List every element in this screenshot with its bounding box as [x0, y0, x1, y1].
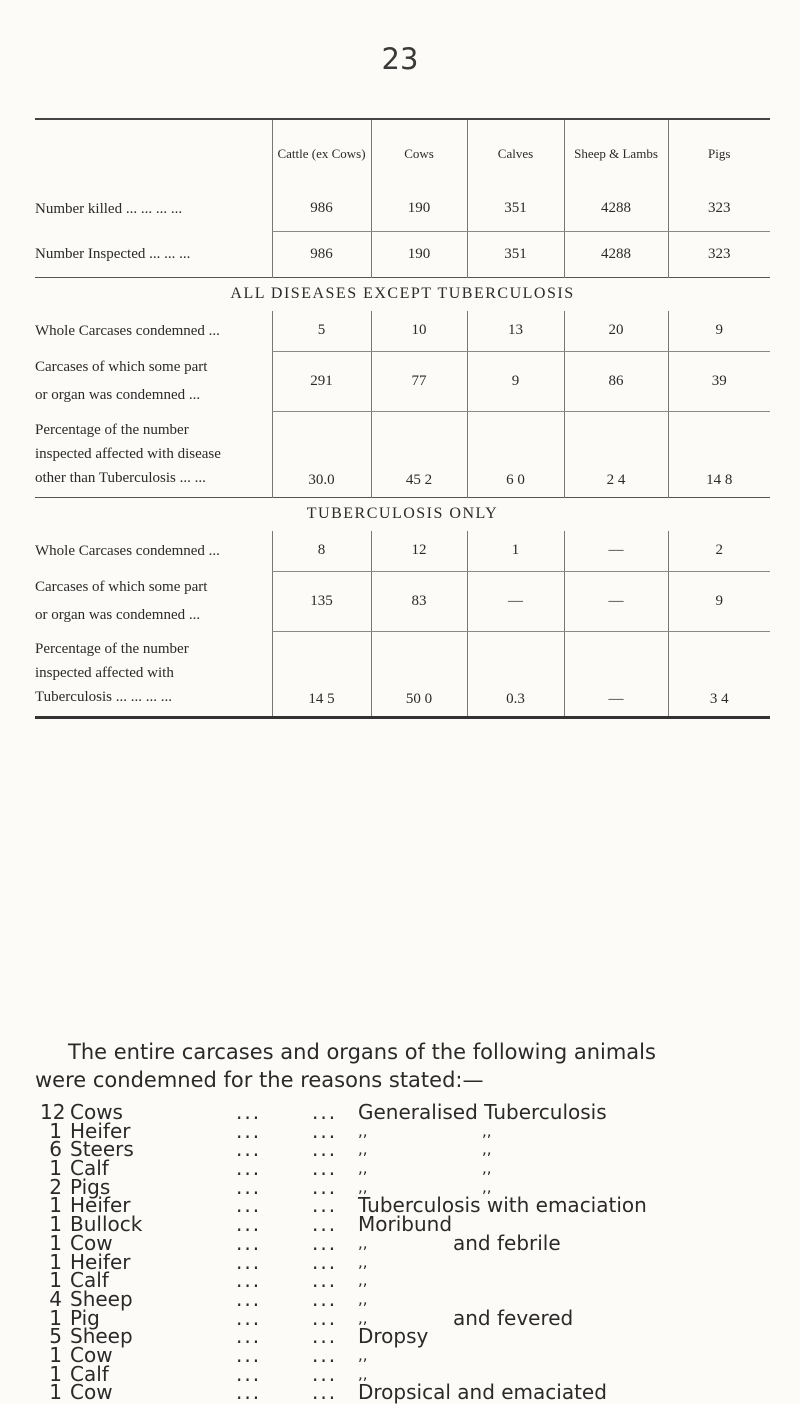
leader-dots: ...	[312, 1249, 338, 1274]
table-row	[35, 531, 770, 571]
ditto-mark: ,,	[358, 1121, 368, 1140]
row-label: Number killed ... ... ... ...	[35, 201, 183, 217]
leader-dots: ...	[236, 1249, 262, 1274]
animal-count: 1	[49, 1249, 62, 1274]
table-cell: 986	[272, 187, 371, 231]
leader-dots: ...	[312, 1342, 338, 1367]
condemnation-reason-extra: and fevered	[453, 1305, 574, 1330]
list-item	[40, 1100, 790, 1124]
leader-dots: ...	[312, 1137, 338, 1162]
animal-count: 1	[49, 1305, 62, 1330]
animal-count: 4	[49, 1286, 62, 1311]
leader-dots: ...	[236, 1100, 262, 1124]
animal-count: 1	[49, 1193, 62, 1218]
table-cell: 351	[467, 187, 564, 231]
row-label: Carcases of which some part or organ was condemned ...	[35, 579, 208, 623]
table-row	[35, 311, 770, 351]
table-header-row	[35, 119, 770, 187]
leader-dots: ...	[236, 1268, 262, 1293]
table-cell: 4288	[564, 231, 668, 277]
section-title-tuberculosis-only: TUBERCULOSIS ONLY	[35, 497, 770, 531]
table-cell: 9	[467, 351, 564, 411]
table-cell: 39	[668, 351, 770, 411]
leader-dots: ...	[236, 1286, 262, 1311]
leader-dots: ...	[312, 1193, 338, 1218]
leader-dots: ...	[312, 1324, 338, 1349]
animal-count: 1	[49, 1156, 62, 1181]
list-item	[40, 1118, 790, 1143]
ditto-mark: ,,	[482, 1177, 492, 1196]
table-cell: 2	[668, 531, 770, 571]
table-cell: 10	[371, 311, 467, 351]
table-cell: 8	[272, 531, 371, 571]
list-item	[40, 1137, 790, 1162]
condemned-animals-list	[40, 1100, 790, 1404]
animal-name: Steers	[70, 1137, 134, 1162]
table-cell: —	[564, 631, 668, 717]
leader-dots: ...	[236, 1361, 262, 1386]
leader-dots: ...	[312, 1118, 338, 1143]
ditto-mark: ,,	[358, 1345, 368, 1364]
table-cell: —	[467, 571, 564, 631]
section-heading-row	[35, 277, 770, 311]
leader-dots: ...	[236, 1342, 262, 1367]
leader-dots: ...	[236, 1118, 262, 1143]
table-cell: 50 0	[371, 631, 467, 717]
animal-name: Cows	[70, 1100, 123, 1124]
list-item	[40, 1380, 790, 1404]
ditto-mark: ,,	[358, 1271, 368, 1290]
leader-dots: ...	[236, 1212, 262, 1237]
table-row	[35, 631, 770, 717]
condemnation-reason: Moribund	[358, 1212, 453, 1237]
animal-name: Heifer	[70, 1249, 131, 1274]
table-cell: 9	[668, 571, 770, 631]
ditto-mark: ,,	[482, 1121, 492, 1140]
paragraph-line: The entire carcases and organs of the following animals	[68, 1040, 656, 1064]
leader-dots: ...	[312, 1230, 338, 1255]
row-label: Percentage of the number inspected affected with Tuberculosis ... ... ... ...	[35, 641, 189, 706]
table-cell: —	[564, 571, 668, 631]
animal-name: Bullock	[70, 1212, 143, 1237]
ditto-mark: ,,	[358, 1252, 368, 1271]
condemnation-reason: Dropsy	[358, 1324, 429, 1349]
condemnation-paragraph	[35, 1038, 775, 1094]
table-cell: 986	[272, 231, 371, 277]
table-cell: 351	[467, 231, 564, 277]
ditto-mark: ,,	[482, 1140, 492, 1159]
table-cell: 6 0	[467, 411, 564, 497]
page-number: 23	[381, 42, 419, 76]
table-cell: 1	[467, 531, 564, 571]
leader-dots: ...	[312, 1305, 338, 1330]
leader-dots: ...	[312, 1268, 338, 1293]
leader-dots: ...	[312, 1100, 338, 1124]
animal-name: Calf	[70, 1156, 109, 1181]
animal-name: Cow	[70, 1342, 113, 1367]
animal-count: 12	[40, 1100, 66, 1124]
animal-name: Pig	[70, 1305, 100, 1330]
animal-count: 1	[49, 1212, 62, 1237]
condemnation-reason: Tuberculosis with emaciation	[358, 1193, 647, 1218]
list-item	[40, 1342, 790, 1367]
table-cell: 190	[371, 187, 467, 231]
row-label: Number Inspected ... ... ...	[35, 245, 191, 262]
condemnation-reason-extra: and febrile	[453, 1230, 561, 1255]
col-header-sheep: Sheep & Lambs	[564, 119, 668, 187]
leader-dots: ...	[236, 1230, 262, 1255]
animal-name: Cow	[70, 1230, 113, 1255]
animal-count: 1	[49, 1118, 62, 1143]
animal-name: Pigs	[70, 1174, 111, 1199]
table-cell: 3 4	[668, 631, 770, 717]
table-cell: 4288	[564, 187, 668, 231]
animal-count: 1	[49, 1230, 62, 1255]
table-row	[35, 571, 770, 631]
list-item	[40, 1249, 790, 1274]
condemnation-reason: Dropsical and emaciated	[358, 1380, 607, 1404]
ditto-mark: ,,	[358, 1364, 368, 1383]
leader-dots: ...	[236, 1193, 262, 1218]
table-row	[35, 187, 770, 231]
col-header-cattle: Cattle (ex Cows)	[272, 119, 371, 187]
table-cell: 14 8	[668, 411, 770, 497]
animal-name: Sheep	[70, 1286, 133, 1311]
table-cell: 45 2	[371, 411, 467, 497]
table-cell: 323	[668, 187, 770, 231]
ditto-mark: ,,	[358, 1177, 368, 1196]
table-cell: 9	[668, 311, 770, 351]
leader-dots: ...	[312, 1174, 338, 1199]
leader-dots: ...	[236, 1324, 262, 1349]
list-item	[40, 1324, 790, 1349]
list-item	[40, 1286, 790, 1311]
ditto-mark: ,,	[482, 1159, 492, 1178]
leader-dots: ...	[312, 1361, 338, 1386]
ditto-mark: ,,	[358, 1140, 368, 1159]
table-cell: 13	[467, 311, 564, 351]
ditto-mark: ,,	[358, 1159, 368, 1178]
animal-name: Calf	[70, 1361, 109, 1386]
table-cell: 0.3	[467, 631, 564, 717]
animal-name: Cow	[70, 1380, 113, 1404]
leader-dots: ...	[236, 1380, 262, 1404]
table-cell: 14 5	[272, 631, 371, 717]
table-cell: 83	[371, 571, 467, 631]
list-item	[40, 1361, 790, 1386]
animal-count: 1	[49, 1342, 62, 1367]
row-label: Whole Carcases condemned ...	[35, 323, 220, 339]
table-cell: 190	[371, 231, 467, 277]
table-cell: 5	[272, 311, 371, 351]
table-cell: 20	[564, 311, 668, 351]
leader-dots: ...	[312, 1380, 338, 1404]
leader-dots: ...	[236, 1137, 262, 1162]
leader-dots: ...	[312, 1156, 338, 1181]
leader-dots: ...	[312, 1212, 338, 1237]
animal-count: 1	[49, 1268, 62, 1293]
paragraph-line: were condemned for the reasons stated:—	[35, 1068, 484, 1092]
animal-name: Heifer	[70, 1193, 131, 1218]
table-cell: 12	[371, 531, 467, 571]
leader-dots: ...	[236, 1156, 262, 1181]
animal-count: 1	[49, 1380, 62, 1404]
animal-count: 5	[49, 1324, 62, 1349]
row-label: Whole Carcases condemned ...	[35, 543, 220, 559]
ditto-mark: ,,	[358, 1289, 368, 1308]
col-header-cows: Cows	[371, 119, 467, 187]
leader-dots: ...	[236, 1174, 262, 1199]
animal-name: Calf	[70, 1268, 109, 1293]
list-item	[40, 1230, 790, 1255]
table-cell: 77	[371, 351, 467, 411]
list-item	[40, 1268, 790, 1293]
row-label: Carcases of which some part or organ was condemned ...	[35, 359, 208, 403]
leader-dots: ...	[236, 1305, 262, 1330]
section-heading-row	[35, 497, 770, 531]
leader-dots: ...	[312, 1286, 338, 1311]
animal-count: 2	[49, 1174, 62, 1199]
col-header-calves: Calves	[467, 119, 564, 187]
animal-count: 1	[49, 1361, 62, 1386]
meat-inspection-table	[35, 118, 770, 719]
table-cell: —	[564, 531, 668, 571]
table-row	[35, 411, 770, 497]
row-label: Percentage of the number inspected affected with disease other than Tuberculosis ... ...	[35, 421, 221, 486]
animal-name: Sheep	[70, 1324, 133, 1349]
table-cell: 30.0	[272, 411, 371, 497]
table-cell: 135	[272, 571, 371, 631]
list-item	[40, 1212, 790, 1237]
table-cell: 323	[668, 231, 770, 277]
table-cell: 291	[272, 351, 371, 411]
condemnation-reason: Generalised Tuberculosis	[358, 1100, 607, 1124]
table-cell: 86	[564, 351, 668, 411]
table-row	[35, 351, 770, 411]
table-row	[35, 231, 770, 277]
animal-name: Heifer	[70, 1118, 131, 1143]
col-header-pigs: Pigs	[668, 119, 770, 187]
list-item	[40, 1156, 790, 1181]
ditto-mark: ,,	[358, 1233, 368, 1252]
animal-count: 6	[49, 1137, 62, 1162]
ditto-mark: ,,	[358, 1308, 368, 1327]
table-cell: 2 4	[564, 411, 668, 497]
section-title-all-diseases: ALL DISEASES EXCEPT TUBERCULOSIS	[35, 277, 770, 311]
